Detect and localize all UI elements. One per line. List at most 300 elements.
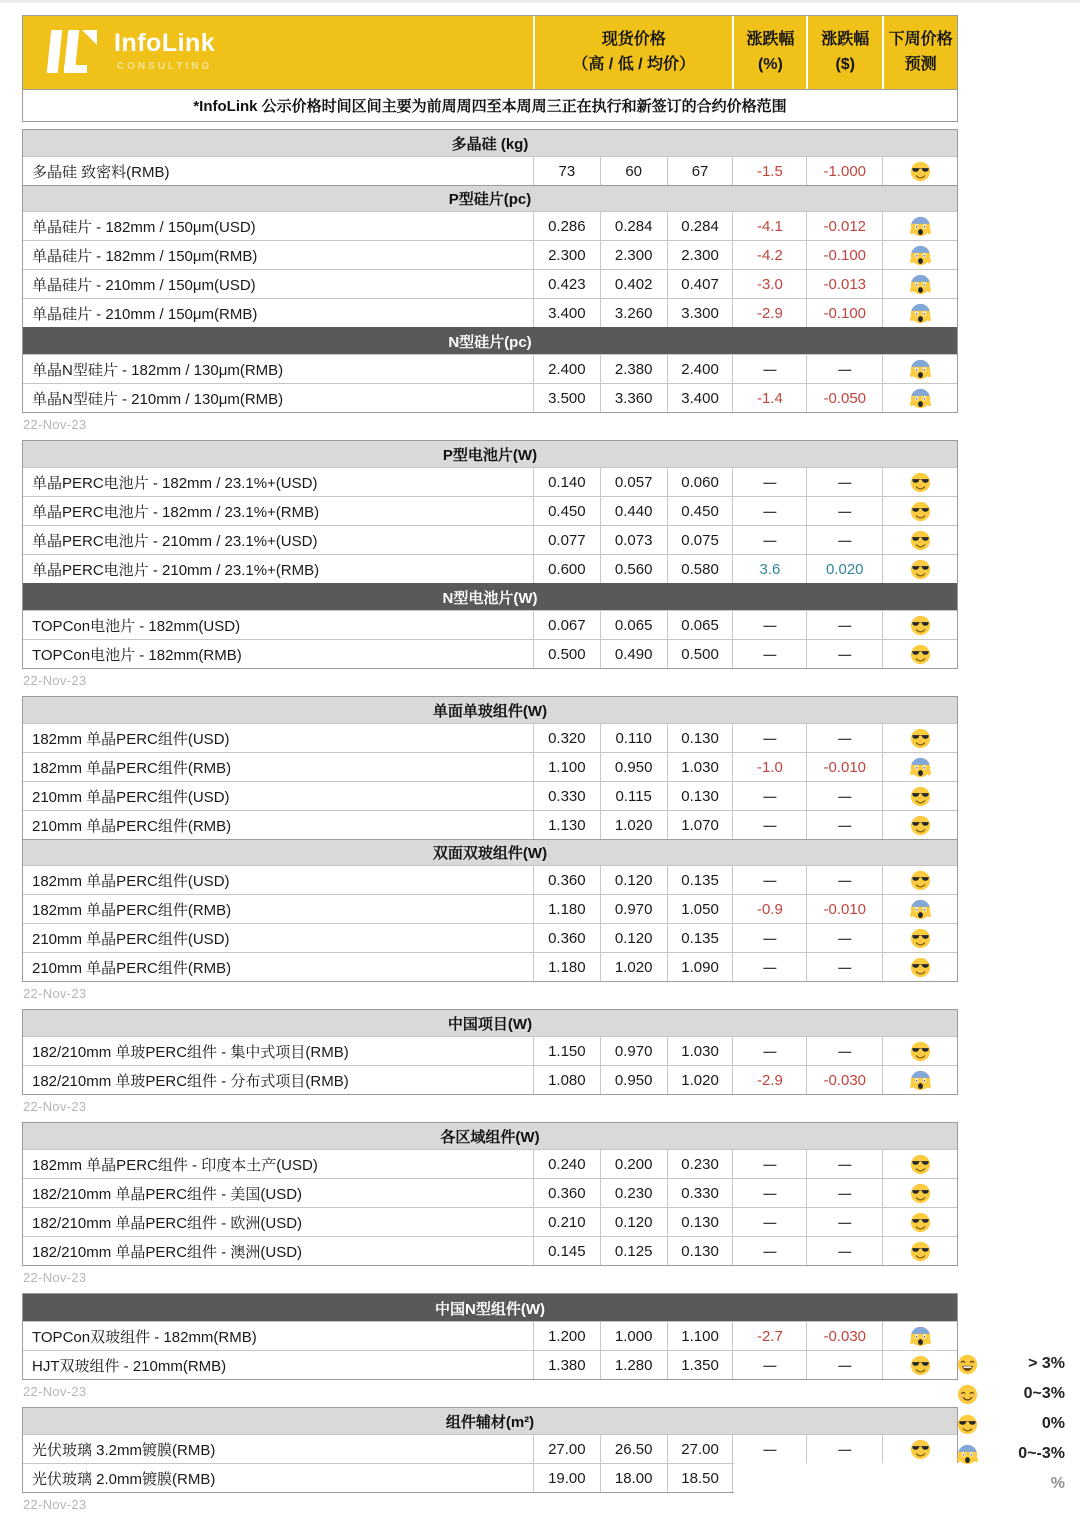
forecast-cell [882,212,957,240]
row-label: 光伏玻璃 2.0mm镀膜(RMB) [32,1470,216,1488]
date-label: 22-Nov-23 [23,417,87,432]
row-label: 210mm 单晶PERC组件(RMB) [32,817,232,835]
pct-change-value: — [732,526,806,554]
sunglasses-emoji-icon [910,1241,931,1262]
scream-emoji-icon [910,899,931,920]
forecast-cell [882,468,957,496]
row-label: 182/210mm 单晶PERC组件 - 澳洲(USD) [32,1243,303,1261]
row-label: 182/210mm 单晶PERC组件 - 欧洲(USD) [32,1214,303,1232]
low-value: 0.230 [600,1179,667,1207]
low-value: 0.970 [600,1037,667,1065]
abs-change-value: — [806,866,882,894]
scream-emoji-icon [910,1070,931,1091]
high-value: 0.423 [533,270,600,298]
pct-change-value: — [732,782,806,810]
table-row [23,1207,957,1236]
section-header: 中国项目(W) [23,1010,957,1036]
table-row [23,525,957,554]
pct-change-value: -4.2 [732,241,806,269]
avg-value: 0.060 [667,468,733,496]
date-label: 22-Nov-23 [23,1384,87,1399]
table-row [23,1321,957,1350]
table-group [22,1122,958,1285]
abs-change-value: -0.012 [806,212,882,240]
sunglasses-emoji-icon [910,644,931,665]
abs-change-value: -0.010 [806,753,882,781]
price-table [22,1293,958,1380]
low-value: 26.50 [600,1435,667,1463]
low-value: 0.115 [600,782,667,810]
table-group [22,129,958,432]
forecast-cell [882,611,957,639]
abs-change-value: — [806,953,882,981]
avg-value: 67 [667,157,733,185]
pct-change-value: — [732,640,806,668]
scream-emoji-icon [910,245,931,266]
high-value: 0.450 [533,497,600,525]
sunglasses-emoji-icon [910,928,931,949]
pct-change-value: — [732,611,806,639]
high-value: 0.286 [533,212,600,240]
abs-change-value: — [806,1435,882,1463]
sunglasses-emoji-icon [910,615,931,636]
forecast-cell [882,1208,957,1236]
pct-change-value: 3.6 [732,555,806,583]
high-value: 0.600 [533,555,600,583]
pct-change-value: — [732,1351,806,1379]
pct-change-value: — [732,953,806,981]
high-value: 1.080 [533,1066,600,1094]
row-label: 182mm 单晶PERC组件 - 印度本土产(USD) [32,1156,318,1174]
row-label: 210mm 单晶PERC组件(RMB) [32,959,232,977]
table-row [23,1350,957,1379]
high-value: 0.330 [533,782,600,810]
table-row [23,639,957,668]
abs-change-value: -1.000 [806,157,882,185]
legend-item [957,1439,1065,1469]
low-value: 0.560 [600,555,667,583]
low-value: 2.380 [600,355,667,383]
table-row [23,610,957,639]
avg-value: 0.130 [667,724,733,752]
grin-emoji-icon [957,1354,983,1375]
high-value: 27.00 [533,1435,600,1463]
abs-change-value: — [806,1037,882,1065]
legend-item [957,1469,1065,1499]
row-label: TOPCon电池片 - 182mm(RMB) [32,646,242,664]
pct-change-value: -2.7 [732,1322,806,1350]
avg-value: 0.450 [667,497,733,525]
sunglasses-emoji-icon [910,1439,931,1460]
abs-change-value: — [806,355,882,383]
row-label: 单晶PERC电池片 - 210mm / 23.1%+(RMB) [32,561,320,579]
low-value: 0.120 [600,1208,667,1236]
scream-emoji-icon [910,359,931,380]
scream-emoji-icon [910,216,931,237]
high-value: 1.100 [533,753,600,781]
legend-item [957,1409,1065,1439]
low-value: 0.440 [600,497,667,525]
high-value: 2.300 [533,241,600,269]
table-group [22,440,958,688]
table-row [23,354,957,383]
sunglasses-emoji-icon [910,786,931,807]
section-header: 多晶硅 (kg) [23,130,957,156]
avg-value: 0.284 [667,212,733,240]
spot-price-subtitle: （高 / 低 / 均价） [572,55,696,73]
high-value: 1.180 [533,895,600,923]
avg-value: 2.300 [667,241,733,269]
low-value: 0.950 [600,1066,667,1094]
high-value: 1.180 [533,953,600,981]
table-row [23,723,957,752]
table-row [23,211,957,240]
avg-value: 0.075 [667,526,733,554]
avg-value: 1.030 [667,1037,733,1065]
forecast-cell [882,497,957,525]
sunglasses-emoji-icon [910,1355,931,1376]
brand-subtitle: CONSULTING [116,61,213,73]
pct-change-value: — [732,811,806,839]
row-label: 单晶PERC电池片 - 182mm / 23.1%+(USD) [32,474,318,492]
avg-value: 0.130 [667,782,733,810]
forecast-cell [882,753,957,781]
pct-change-value: — [732,355,806,383]
high-value: 0.145 [533,1237,600,1265]
high-value: 0.067 [533,611,600,639]
abs-change-value: -0.030 [806,1066,882,1094]
forecast-cell [882,299,957,327]
high-value: 1.200 [533,1322,600,1350]
row-label: 单晶PERC电池片 - 182mm / 23.1%+(RMB) [32,503,320,521]
low-value: 0.490 [600,640,667,668]
price-table [22,1009,958,1095]
abs-change-value: 0.020 [806,555,882,583]
pct-change-value: -2.9 [732,1066,806,1094]
legend-label: % [1050,1475,1065,1492]
row-label: 182/210mm 单晶PERC组件 - 美国(USD) [32,1185,303,1203]
low-value: 0.284 [600,212,667,240]
avg-value: 1.350 [667,1351,733,1379]
high-value: 0.500 [533,640,600,668]
legend-label: 0% [1041,1415,1065,1432]
low-value: 1.020 [600,953,667,981]
low-value: 1.020 [600,811,667,839]
price-note: *InfoLink 公示价格时间区间主要为前周周四至本周周三正在执行和新签订的合约价格范围 [23,89,957,121]
row-label: 单晶PERC电池片 - 210mm / 23.1%+(USD) [32,532,318,550]
table-row [23,952,957,981]
spot-price-title: 现货价格 [601,30,666,48]
abs-change-value: — [806,924,882,952]
avg-value: 0.407 [667,270,733,298]
avg-value: 2.400 [667,355,733,383]
date-label: 22-Nov-23 [23,986,87,1001]
section-header: 各区域组件(W) [23,1123,957,1149]
table-row [23,781,957,810]
low-value: 1.000 [600,1322,667,1350]
sunglasses-emoji-icon [910,472,931,493]
section-header: P型电池片(W) [23,441,957,467]
tables-container [22,129,958,1512]
forecast-cell [882,1066,957,1094]
high-value: 0.360 [533,924,600,952]
forecast-cell [882,924,957,952]
forecast-subtitle: 预测 [904,55,937,73]
low-value: 0.057 [600,468,667,496]
low-value: 0.950 [600,753,667,781]
abs-change-value: — [806,640,882,668]
forecast-legend [957,1349,1065,1499]
abs-change-value: — [806,1150,882,1178]
table-group [22,1293,958,1399]
table-group [22,1009,958,1114]
high-value: 0.210 [533,1208,600,1236]
row-label: 182/210mm 单玻PERC组件 - 分布式项目(RMB) [32,1072,349,1090]
smile-emoji-icon [957,1384,983,1405]
pct-change-value: -1.5 [732,157,806,185]
avg-value: 18.50 [667,1464,733,1492]
table-row [23,1236,957,1265]
price-table [22,440,958,669]
header-row [23,16,957,89]
table-row [23,752,957,781]
high-value: 19.00 [533,1464,600,1492]
sunglasses-emoji-icon [910,957,931,978]
pct-change-value: — [732,497,806,525]
abs-change-value: — [806,611,882,639]
pct-change-value: — [732,1037,806,1065]
abs-change-value: — [806,1351,882,1379]
pct-change-value: — [732,866,806,894]
pct-change-value: — [732,724,806,752]
table-row [23,865,957,894]
pct-change-value: — [732,924,806,952]
abs-change-value: — [806,1208,882,1236]
low-value: 60 [600,157,667,185]
row-label: 210mm 单晶PERC组件(USD) [32,788,230,806]
avg-value: 0.065 [667,611,733,639]
scream-emoji-icon [910,757,931,778]
row-label: 单晶硅片 - 182mm / 150μm(RMB) [32,247,258,265]
table-row [23,269,957,298]
table-group [22,696,958,1001]
abs-change-value: — [806,468,882,496]
scream-emoji-icon [910,1326,931,1347]
scream-emoji-icon [957,1444,983,1465]
sunglasses-emoji-icon [910,1041,931,1062]
low-value: 0.200 [600,1150,667,1178]
high-value: 1.130 [533,811,600,839]
avg-value: 0.230 [667,1150,733,1178]
high-value: 1.150 [533,1037,600,1065]
high-value: 0.360 [533,1179,600,1207]
section-header: 单面单玻组件(W) [23,697,957,723]
avg-value: 0.135 [667,866,733,894]
table-row [23,496,957,525]
sunglasses-emoji-icon [910,728,931,749]
sunglasses-emoji-icon [957,1414,983,1435]
forecast-cell [882,157,957,185]
row-label: 多晶硅 致密料(RMB) [32,163,170,181]
abs-change-value: — [806,811,882,839]
table-row [23,554,957,583]
price-sheet [22,15,958,1520]
sunglasses-emoji-icon [910,1212,931,1233]
row-label: 210mm 单晶PERC组件(USD) [32,930,230,948]
forecast-cell [882,1322,957,1350]
abs-change-value: — [806,782,882,810]
sunglasses-emoji-icon [910,161,931,182]
abs-change-value: — [806,497,882,525]
high-value: 3.400 [533,299,600,327]
column-header-forecast [882,16,957,89]
legend-label: 0~-3% [1018,1445,1065,1462]
forecast-cell [882,241,957,269]
abs-change-value: -0.030 [806,1322,882,1350]
forecast-cell [882,1435,957,1463]
row-label: 单晶硅片 - 182mm / 150μm(USD) [32,218,256,236]
avg-value: 1.090 [667,953,733,981]
high-value: 0.240 [533,1150,600,1178]
forecast-title: 下周价格 [888,30,953,48]
abs-change-value: -0.010 [806,895,882,923]
low-value: 0.110 [600,724,667,752]
column-header-change-pct [732,16,806,89]
sunglasses-emoji-icon [910,870,931,891]
avg-value: 0.135 [667,924,733,952]
date-label: 22-Nov-23 [23,673,87,688]
pct-change-value: — [732,1208,806,1236]
scream-emoji-icon [910,388,931,409]
table-row [23,810,957,839]
pct-change-value: -2.9 [732,299,806,327]
section-header: N型电池片(W) [23,583,957,610]
pct-change-value: -1.0 [732,753,806,781]
pct-change-value: -3.0 [732,270,806,298]
high-value: 0.140 [533,468,600,496]
pct-change-value: — [732,1237,806,1265]
low-value: 0.120 [600,866,667,894]
forecast-cell [882,1237,957,1265]
low-value: 0.120 [600,924,667,952]
sunglasses-emoji-icon [910,501,931,522]
table-row [23,240,957,269]
abs-change-value: -0.050 [806,384,882,412]
low-value: 1.280 [600,1351,667,1379]
low-value: 3.360 [600,384,667,412]
brand-name: InfoLink [114,29,216,58]
low-value: 2.300 [600,241,667,269]
forecast-cell [882,811,957,839]
legend-label: 0~3% [1023,1385,1065,1402]
change-abs-subtitle: ($) [835,55,856,73]
row-label: 182mm 单晶PERC组件(USD) [32,730,230,748]
report-header [22,15,958,122]
pct-change-value: — [732,1150,806,1178]
section-header: 双面双玻组件(W) [23,839,957,865]
high-value: 0.077 [533,526,600,554]
date-label: 22-Nov-23 [23,1099,87,1114]
forecast-cell [882,1150,957,1178]
high-value: 0.320 [533,724,600,752]
table-row [23,298,957,327]
pct-change-value: — [732,468,806,496]
row-label: TOPCon双玻组件 - 182mm(RMB) [32,1328,257,1346]
forecast-cell [882,1351,957,1379]
table-row [23,467,957,496]
legend-item [957,1349,1065,1379]
forecast-cell [882,724,957,752]
forecast-cell [882,384,957,412]
table-row [23,383,957,412]
price-table [22,696,958,982]
table-row [23,1178,957,1207]
section-header: N型硅片(pc) [23,327,957,354]
avg-value: 0.130 [667,1237,733,1265]
avg-value: 0.130 [667,1208,733,1236]
table-row [23,1065,957,1094]
low-value: 0.970 [600,895,667,923]
sunglasses-emoji-icon [910,530,931,551]
forecast-cell [882,866,957,894]
change-pct-subtitle: (%) [757,55,783,73]
scream-emoji-icon [910,303,931,324]
abs-change-value: — [806,1237,882,1265]
pct-change-value: — [732,1179,806,1207]
row-label: 182mm 单晶PERC组件(RMB) [32,901,232,919]
avg-value: 1.050 [667,895,733,923]
sunglasses-emoji-icon [910,559,931,580]
avg-value: 27.00 [667,1435,733,1463]
row-label: 单晶N型硅片 - 182mm / 130μm(RMB) [32,361,284,379]
abs-change-value: -0.013 [806,270,882,298]
abs-change-value: — [806,1179,882,1207]
date-label: 22-Nov-23 [23,1270,87,1285]
table-row [23,894,957,923]
low-value: 0.073 [600,526,667,554]
row-label: HJT双玻组件 - 210mm(RMB) [32,1357,227,1375]
avg-value: 1.100 [667,1322,733,1350]
infolink-logo-icon [49,30,99,76]
abs-change-value: -0.100 [806,241,882,269]
forecast-cell [882,895,957,923]
row-label: 182/210mm 单玻PERC组件 - 集中式项目(RMB) [32,1043,349,1061]
row-label: 单晶N型硅片 - 210mm / 130μm(RMB) [32,390,284,408]
forecast-cell [882,782,957,810]
section-header: 组件辅材(m²) [23,1408,957,1434]
forecast-cell [882,355,957,383]
high-value: 2.400 [533,355,600,383]
avg-value: 0.500 [667,640,733,668]
column-header-spot-price [533,16,733,89]
row-label: 单晶硅片 - 210mm / 150μm(USD) [32,276,256,294]
high-value: 1.380 [533,1351,600,1379]
avg-value: 1.020 [667,1066,733,1094]
low-value: 3.260 [600,299,667,327]
row-label: 单晶硅片 - 210mm / 150μm(RMB) [32,305,258,323]
low-value: 0.065 [600,611,667,639]
low-value: 0.402 [600,270,667,298]
sunglasses-emoji-icon [910,1154,931,1175]
table-row [23,1434,957,1463]
table-group [22,1407,958,1512]
sunglasses-emoji-icon [910,815,931,836]
avg-value: 1.070 [667,811,733,839]
high-value: 3.500 [533,384,600,412]
abs-change-value: — [806,526,882,554]
forecast-cell [882,270,957,298]
legend-label: > 3% [1028,1355,1065,1372]
